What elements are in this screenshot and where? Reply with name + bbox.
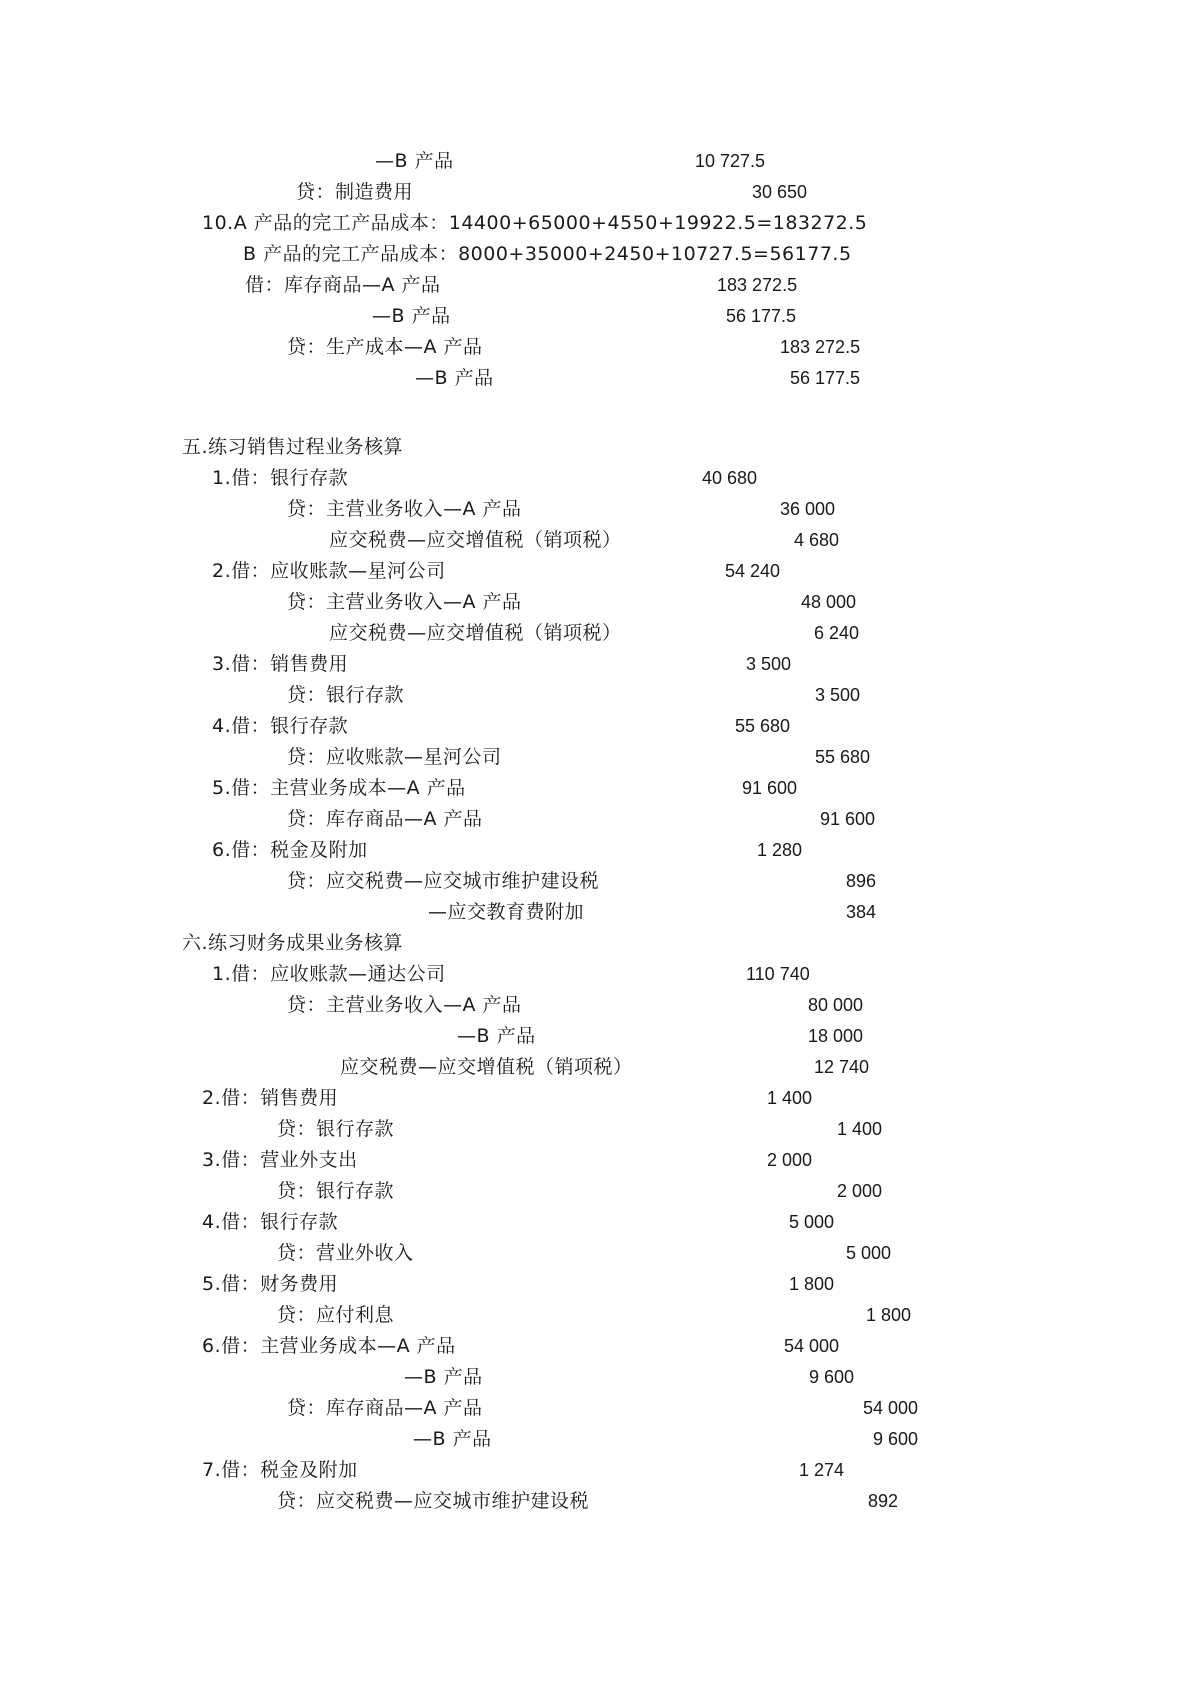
journal-line-text: 贷：库存商品—A 产品 — [287, 808, 483, 830]
journal-line-credit-entry — [0, 586, 1191, 618]
journal-line-sub-account-entry — [0, 896, 1191, 928]
journal-line-text: 六.练习财务成果业务核算 — [182, 932, 404, 954]
journal-line-credit-entry — [0, 803, 1191, 835]
journal-line-text: 贷：主营业务收入—A 产品 — [287, 591, 522, 613]
journal-line-text: —B 产品 — [404, 1366, 483, 1388]
journal-line-section-heading — [0, 431, 1191, 463]
journal-line-amount: 54 000 — [784, 1336, 840, 1356]
journal-line-credit-entry — [0, 1113, 1191, 1145]
journal-line-debit-entry — [0, 269, 1191, 301]
journal-line-text: 应交税费—应交增值税（销项税） — [329, 622, 622, 644]
journal-line-credit-entry — [0, 865, 1191, 897]
journal-line-text: 贷：应收账款—星河公司 — [287, 746, 502, 768]
journal-line-debit-entry — [0, 834, 1191, 866]
journal-line-amount: 30 650 — [752, 182, 808, 202]
journal-line-amount: 55 680 — [735, 716, 791, 736]
journal-line-amount: 91 600 — [820, 809, 876, 829]
journal-line-text: 贷：制造费用 — [296, 181, 414, 203]
journal-line-amount: 2 000 — [837, 1181, 883, 1201]
journal-line-sub-account-entry — [0, 1361, 1191, 1393]
journal-line-amount: 56 177.5 — [726, 306, 797, 326]
journal-line-amount: 1 274 — [799, 1460, 845, 1480]
journal-line-section-heading — [0, 927, 1191, 959]
journal-line-amount: 48 000 — [801, 592, 857, 612]
journal-line-debit-entry — [0, 648, 1191, 680]
journal-line-text: —B 产品 — [372, 305, 451, 327]
journal-line-text: 贷：主营业务收入—A 产品 — [287, 994, 522, 1016]
journal-line-text: B 产品的完工产品成本：8000+35000+2450+10727.5=56177.5 — [243, 243, 852, 265]
journal-line-text: 借：库存商品—A 产品 — [245, 274, 441, 296]
journal-line-amount: 56 177.5 — [790, 368, 861, 388]
journal-line-amount: 4 680 — [794, 530, 840, 550]
journal-line-amount: 36 000 — [780, 499, 836, 519]
journal-line-cost-calculation — [0, 207, 1191, 239]
journal-line-credit-entry — [0, 1392, 1191, 1424]
journal-line-text: 贷：主营业务收入—A 产品 — [287, 498, 522, 520]
journal-line-amount: 91 600 — [742, 778, 798, 798]
journal-line-text: 贷：银行存款 — [277, 1118, 395, 1140]
journal-line-text: 五.练习销售过程业务核算 — [182, 436, 404, 458]
journal-line-text: —B 产品 — [457, 1025, 536, 1047]
journal-line-amount: 896 — [846, 871, 877, 891]
journal-line-amount: 1 400 — [837, 1119, 883, 1139]
journal-line-amount: 183 272.5 — [780, 337, 861, 357]
journal-line-debit-entry — [0, 1144, 1191, 1176]
journal-line-debit-entry — [0, 958, 1191, 990]
journal-line-text: 5.借：财务费用 — [202, 1273, 339, 1295]
journal-line-amount: 9 600 — [873, 1429, 919, 1449]
journal-line-credit-entry — [0, 493, 1191, 525]
journal-line-amount: 1 800 — [789, 1274, 835, 1294]
journal-line-amount: 110 740 — [746, 964, 810, 984]
journal-line-sub-account-entry — [0, 145, 1191, 177]
journal-line-amount: 1 280 — [757, 840, 803, 860]
journal-line-text: —B 产品 — [415, 367, 494, 389]
journal-line-debit-entry — [0, 1082, 1191, 1114]
journal-line-cost-calculation — [0, 238, 1191, 270]
journal-line-amount: 384 — [846, 902, 877, 922]
journal-line-text: 2.借：销售费用 — [202, 1087, 339, 1109]
journal-line-debit-entry — [0, 555, 1191, 587]
journal-line-amount: 3 500 — [815, 685, 861, 705]
journal-line-credit-entry — [0, 1485, 1191, 1517]
journal-line-debit-entry — [0, 772, 1191, 804]
journal-line-credit-entry — [0, 331, 1191, 363]
journal-line-debit-entry — [0, 1206, 1191, 1238]
journal-line-amount: 6 240 — [814, 623, 860, 643]
journal-line-text: 贷：库存商品—A 产品 — [287, 1397, 483, 1419]
journal-line-debit-entry — [0, 1454, 1191, 1486]
journal-line-amount: 9 600 — [809, 1367, 855, 1387]
journal-line-text: 2.借：应收账款—星河公司 — [212, 560, 446, 582]
journal-line-text: 5.借：主营业务成本—A 产品 — [212, 777, 466, 799]
journal-line-amount: 40 680 — [702, 468, 758, 488]
journal-line-amount: 5 000 — [846, 1243, 892, 1263]
journal-line-text: 贷：生产成本—A 产品 — [287, 336, 483, 358]
journal-line-amount: 12 740 — [814, 1057, 870, 1077]
journal-line-amount: 18 000 — [808, 1026, 864, 1046]
journal-line-amount: 1 400 — [767, 1088, 813, 1108]
journal-line-sub-account-entry — [0, 300, 1191, 332]
journal-line-text: 6.借：税金及附加 — [212, 839, 368, 861]
journal-line-text: 4.借：银行存款 — [212, 715, 349, 737]
journal-line-amount: 54 000 — [863, 1398, 919, 1418]
journal-line-text: —B 产品 — [413, 1428, 492, 1450]
journal-line-credit-entry — [0, 741, 1191, 773]
journal-line-amount: 3 500 — [746, 654, 792, 674]
journal-line-credit-entry — [0, 1175, 1191, 1207]
journal-line-text: 4.借：银行存款 — [202, 1211, 339, 1233]
journal-line-amount: 55 680 — [815, 747, 871, 767]
journal-line-credit-entry — [0, 989, 1191, 1021]
journal-line-debit-entry — [0, 1268, 1191, 1300]
journal-line-credit-entry — [0, 1237, 1191, 1269]
journal-line-text: —B 产品 — [375, 150, 454, 172]
journal-line-text: 1.借：银行存款 — [212, 467, 349, 489]
journal-line-text: 贷：营业外收入 — [277, 1242, 414, 1264]
journal-line-amount: 54 240 — [725, 561, 781, 581]
journal-line-credit-entry — [0, 1299, 1191, 1331]
journal-line-amount: 1 800 — [866, 1305, 912, 1325]
journal-line-amount: 80 000 — [808, 995, 864, 1015]
journal-line-amount: 2 000 — [767, 1150, 813, 1170]
journal-line-sub-account-entry — [0, 1423, 1191, 1455]
journal-line-sub-account-entry — [0, 524, 1191, 556]
journal-line-sub-account-entry — [0, 362, 1191, 394]
journal-line-amount: 892 — [868, 1491, 899, 1511]
journal-line-amount: 10 727.5 — [695, 151, 766, 171]
journal-line-sub-account-entry — [0, 1020, 1191, 1052]
journal-line-text: 3.借：营业外支出 — [202, 1149, 358, 1171]
journal-line-text: 贷：银行存款 — [287, 684, 405, 706]
journal-line-credit-entry — [0, 176, 1191, 208]
journal-line-text: 贷：应交税费—应交城市维护建设税 — [277, 1490, 590, 1512]
journal-line-text: 应交税费—应交增值税（销项税） — [329, 529, 622, 551]
journal-line-text: 6.借：主营业务成本—A 产品 — [202, 1335, 456, 1357]
journal-line-text: 1.借：应收账款—通达公司 — [212, 963, 446, 985]
journal-line-credit-entry — [0, 679, 1191, 711]
journal-line-amount: 183 272.5 — [717, 275, 798, 295]
journal-line-sub-account-entry — [0, 617, 1191, 649]
journal-line-text: 贷：应付利息 — [277, 1304, 395, 1326]
journal-line-text: —应交教育费附加 — [428, 901, 585, 923]
journal-line-text: 7.借：税金及附加 — [202, 1459, 358, 1481]
journal-line-amount: 5 000 — [789, 1212, 835, 1232]
journal-line-sub-account-entry — [0, 1051, 1191, 1083]
journal-line-debit-entry — [0, 710, 1191, 742]
journal-line-debit-entry — [0, 462, 1191, 494]
journal-line-text: 贷：银行存款 — [277, 1180, 395, 1202]
journal-line-text: 应交税费—应交增值税（销项税） — [340, 1056, 633, 1078]
journal-line-text: 贷：应交税费—应交城市维护建设税 — [287, 870, 600, 892]
journal-line-text: 3.借：销售费用 — [212, 653, 349, 675]
journal-line-text: 10.A 产品的完工产品成本：14400+65000+4550+19922.5=183272.5 — [202, 212, 868, 234]
journal-line-debit-entry — [0, 1330, 1191, 1362]
